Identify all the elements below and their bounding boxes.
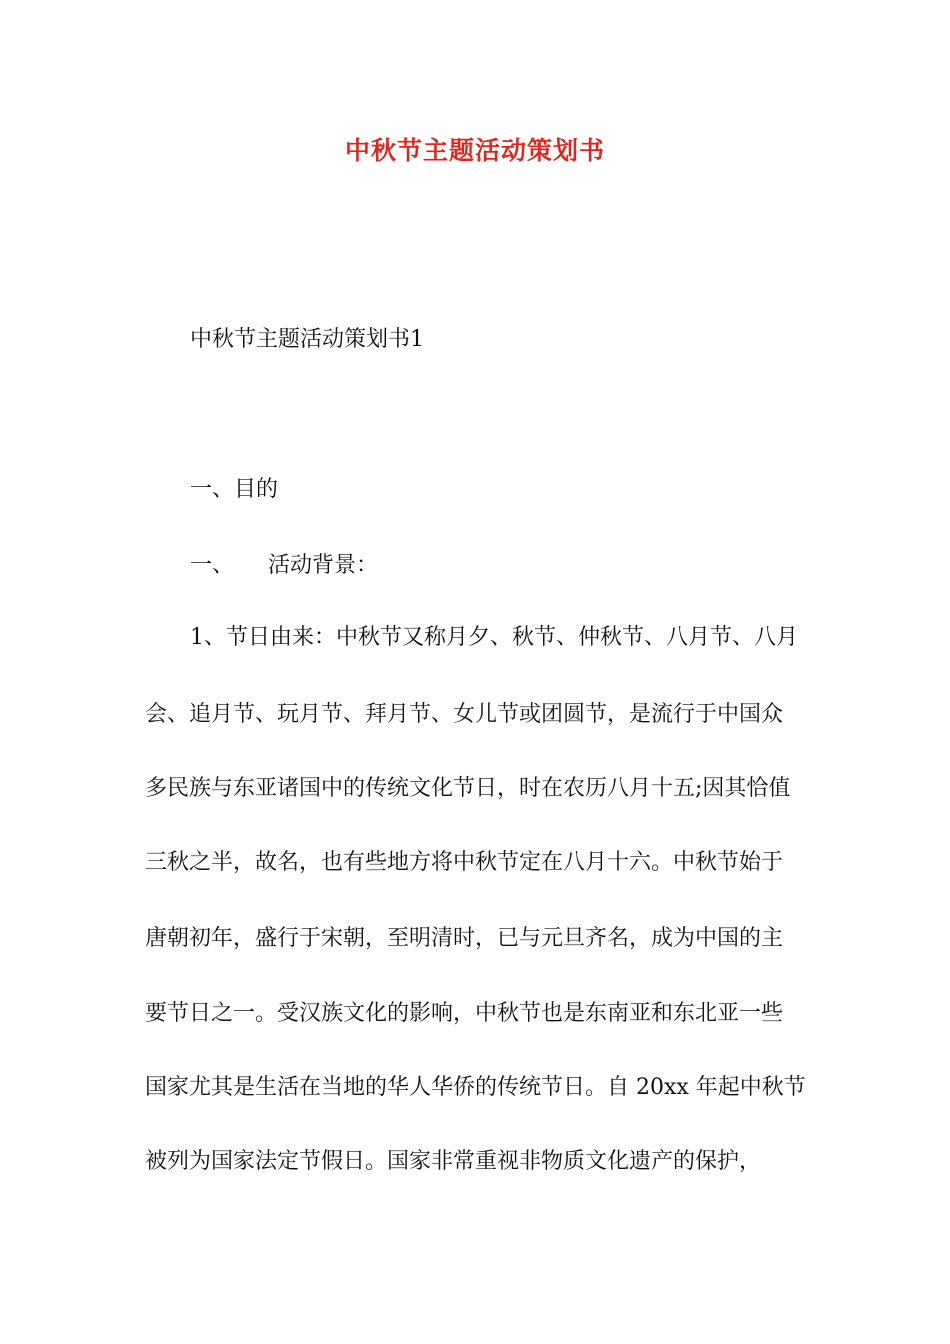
paragraph-line: 唐朝初年，盛行于宋朝，至明清时，已与元旦齐名，成为中国的主 [145, 926, 784, 951]
purpose-heading: 一、目的 [190, 477, 279, 502]
paragraph-line: 被列为国家法定节假日。国家非常重视非物质文化遗产的保护， [145, 1149, 762, 1174]
paragraph-line: 会、追月节、玩月节、拜月节、女儿节或团圆节，是流行于中国众 [145, 702, 784, 727]
background-heading-text: 活动背景： [268, 553, 379, 578]
document-title: 中秋节主题活动策划书 [344, 136, 605, 165]
paragraph-line: 1、节日由来：中秋节又称月夕、秋节、仲秋节、八月节、八月 [190, 625, 798, 650]
paragraph-line: 国家尤其是生活在当地的华人华侨的传统节日。自 20xx 年起中秋节 [145, 1075, 806, 1100]
background-heading [190, 549, 870, 583]
paragraph-line: 多民族与东亚诸国中的传统文化节日，时在农历八月十五;因其恰值 [145, 776, 791, 801]
background-heading-number: 一、 [190, 553, 235, 578]
paragraph-line: 要节日之一。受汉族文化的影响，中秋节也是东南亚和东北亚一些 [145, 1001, 784, 1026]
paragraph-line: 三秋之半，故名，也有些地方将中秋节定在八月十六。中秋节始于 [145, 850, 784, 875]
subtitle-heading: 中秋节主题活动策划书1 [190, 327, 424, 352]
